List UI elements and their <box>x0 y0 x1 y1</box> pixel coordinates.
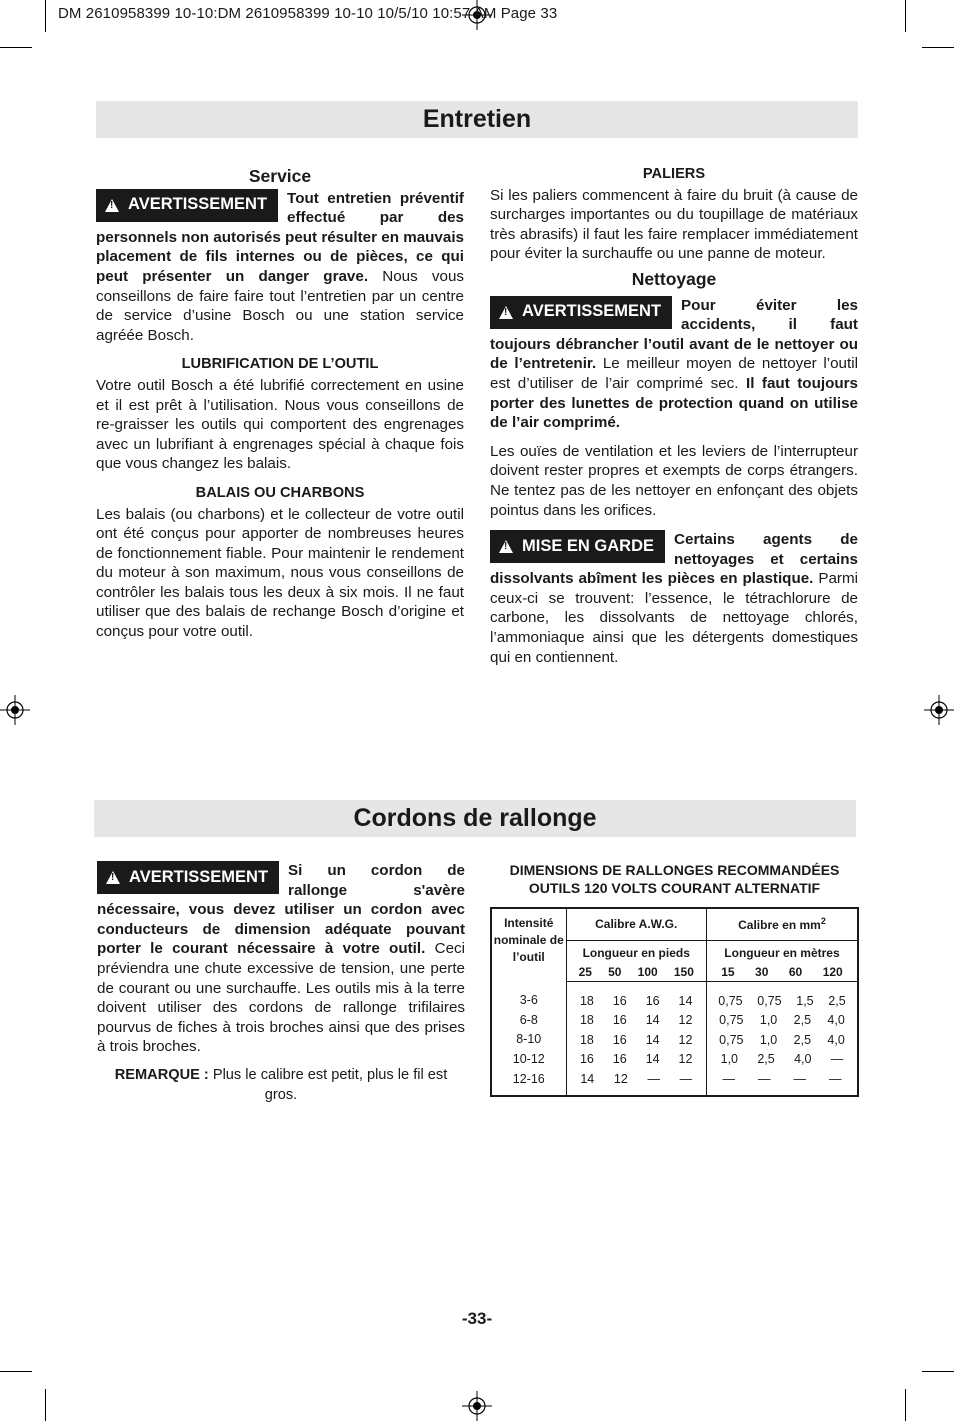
metres-value: 60 <box>788 964 803 979</box>
pieds-value: 50 <box>608 964 622 979</box>
table-caption-line2: OUTILS 120 VOLTS COURANT ALTERNATIF <box>528 880 821 896</box>
table-mm-body <box>706 981 858 1096</box>
pieds-value: 150 <box>673 964 694 979</box>
warning-triangle-icon <box>499 306 513 319</box>
pieds-values <box>567 965 706 979</box>
table-row: 18 16 14 12 <box>579 1013 693 1028</box>
table-row: 14 12 — — <box>580 1071 693 1086</box>
table-row: 0,75 0,75 1,5 2,5 <box>718 993 846 1008</box>
nettoyage-warning-paragraph: ! AVERTISSEMENT Pour éviter les accidents, il faut toujours débrancher l’outil avant de le nettoyer ou de l’entretenir. Le meilleur moyen de nettoyer l’outil est d’utiliser de l’air comprimé sec. Il faut toujours porter des lunettes de protection quand on utilise de l’air comprimé. <box>490 296 858 433</box>
crop-mark <box>905 0 906 32</box>
warning-badge: ! AVERTISSEMENT <box>490 296 672 329</box>
remarque-paragraph: REMARQUE : Plus le calibre est petit, plus le fil est gros. <box>114 1066 448 1103</box>
pieds-value: 100 <box>637 964 658 979</box>
paliers-text: Si les paliers commencent à faire du bruit (à cause de surcharges importantes ou du toupillage de matériaux très abrasifs) il faut les faire remplacer immédiatement pour éviter la surchauffe ou une panne de moteur. <box>490 186 858 263</box>
section-title-entretien: Entretien <box>96 101 858 138</box>
section-title-cordons: Cordons de rallonge <box>94 800 856 837</box>
crop-mark <box>922 1371 954 1372</box>
crop-mark <box>905 1389 906 1421</box>
amp-value: 10-12 <box>512 1052 545 1067</box>
table-row: 1,0 2,5 4,0 — <box>720 1052 844 1067</box>
registration-mark-icon <box>924 695 954 725</box>
table-row: — — — — <box>722 1071 842 1086</box>
nettoyage-text: Les ouïes de ventilation et les leviers de l’interrupteur doivent rester propres et exempts de corps étrangers. Ne tentez pas de les nettoyer en enfonçant des objets pointus dans les orifices. <box>490 442 858 519</box>
amp-value: 12-16 <box>512 1071 545 1086</box>
table-header-mm: Calibre en $mm^2$ <box>706 908 858 940</box>
table-header-intensite: Intensité nominale de l’outil <box>493 916 564 964</box>
amp-value: 3-6 <box>519 993 538 1008</box>
table-header-metres <box>706 940 858 981</box>
pieds-value: 25 <box>578 964 592 979</box>
table-header-pieds <box>566 940 706 981</box>
heading-lubrification: LUBRIFICATION DE L’OUTIL <box>181 356 379 373</box>
table-row: 18 16 16 14 <box>579 993 693 1008</box>
right-column-entretien <box>490 165 858 667</box>
registration-mark-icon <box>0 695 30 725</box>
crop-mark <box>922 47 954 48</box>
metres-value: 120 <box>822 964 843 979</box>
heading-paliers: PALIERS <box>642 166 706 182</box>
lubrification-text: Votre outil Bosch a été lubrifié correctement en usine et il est prêt à l’utilisation. Nous vous conseillons de re-graisser les outils qui comportent des engrenages avec un lubrifiant à engrenages spécial à chaque fois que vous changez les balais. <box>96 376 464 473</box>
crop-mark <box>45 0 46 32</box>
metres-value: 15 <box>721 964 735 979</box>
table-amp-column <box>491 981 566 1096</box>
left-column-entretien <box>96 167 464 642</box>
warning-triangle-icon <box>106 871 120 884</box>
heading-balais: BALAIS OU CHARBONS <box>195 484 365 501</box>
crop-mark <box>45 1389 46 1421</box>
extension-cord-table-block <box>490 861 859 1097</box>
balais-text: Les balais (ou charbons) et le collecteur de votre outil ont été conçus pour apporter de nombreuses heures de fonctionnement fiable. Pour maintenir le rendement du moteur à son maximum, nous vous conseillons de contrôler les balais tous les deux à six mois. Il ne faut utiliser que des balais de rechange Bosch d’origine et conçus pour votre outil. <box>96 505 464 641</box>
metres-values <box>707 965 857 979</box>
print-slug: DM 2610958399 10-10:DM 2610958399 10-10 10/5/10 10:57 AM Page 33 <box>58 5 558 22</box>
cordons-warning-paragraph: ! AVERTISSEMENT Si un cordon de rallonge s'avère nécessaire, vous devez utiliser un cordon avec conducteurs de dimension adéquate pouvant porter le courant nécessaire à votre outil. Ceci préviendra une chute excessive de tension, une perte de courant ou une surchauffe. Les outils mis à la terre doivent utiliser des cordons de rallonge trifilaires pourvus de fiches à trois broches ainsi que des prises à trois broches. <box>97 861 465 1057</box>
warning-badge: ! AVERTISSEMENT <box>96 189 278 222</box>
table-awg-body <box>566 981 706 1096</box>
page-number: -33- <box>461 1309 493 1328</box>
crop-mark <box>0 1371 32 1372</box>
caution-badge: ! MISE EN GARDE <box>490 530 665 563</box>
left-column-cordons <box>97 861 465 1105</box>
crop-mark <box>0 47 32 48</box>
table-row: 18 16 14 12 <box>579 1032 693 1047</box>
nettoyage-caution-paragraph: ! MISE EN GARDE Certains agents de nettoyages et certains dissolvants abîment les pièces en plastique. Parmi ceux-ci se trouvent: l’essence, le tétrachlorure de carbone, les dissolvants de nettoyage chlorés, l’ammoniaque ainsi que les détergents domestiques qui en contiennent. <box>490 530 858 667</box>
service-warning-paragraph: ! AVERTISSEMENT Tout entretien préventif effectué par des personnels non autorisés peut résulter en mauvais placement de fils internes ou de pièces, ce qui peut présenter un danger grave. Nous vous conseillons de faire faire tout l’entretien par un centre de service d’usine Bosch ou une station service agréée Bosch. <box>96 189 464 346</box>
registration-mark-icon <box>462 1391 492 1421</box>
table-caption-line1: DIMENSIONS DE RALLONGES RECOMMANDÉES <box>509 862 840 878</box>
amp-value: 8-10 <box>516 1032 542 1047</box>
pieds-label: Longueur en pieds <box>582 945 690 960</box>
table-row: 0,75 1,0 2,5 4,0 <box>719 1013 845 1028</box>
warning-badge: ! AVERTISSEMENT <box>97 861 279 894</box>
heading-service: Service <box>248 166 312 186</box>
table-row: 0,75 1,0 2,5 4,0 <box>719 1032 845 1047</box>
amp-value: 6-8 <box>519 1012 538 1027</box>
warning-triangle-icon <box>499 540 513 553</box>
metres-value: 30 <box>755 964 769 979</box>
table-row: 16 16 14 12 <box>579 1052 693 1067</box>
heading-nettoyage: Nettoyage <box>631 268 717 289</box>
extension-cord-table <box>490 907 859 1097</box>
warning-triangle-icon <box>105 199 119 212</box>
table-header-awg: Calibre A.W.G. <box>566 908 706 940</box>
metres-label: Longueur en mètres <box>724 945 840 960</box>
